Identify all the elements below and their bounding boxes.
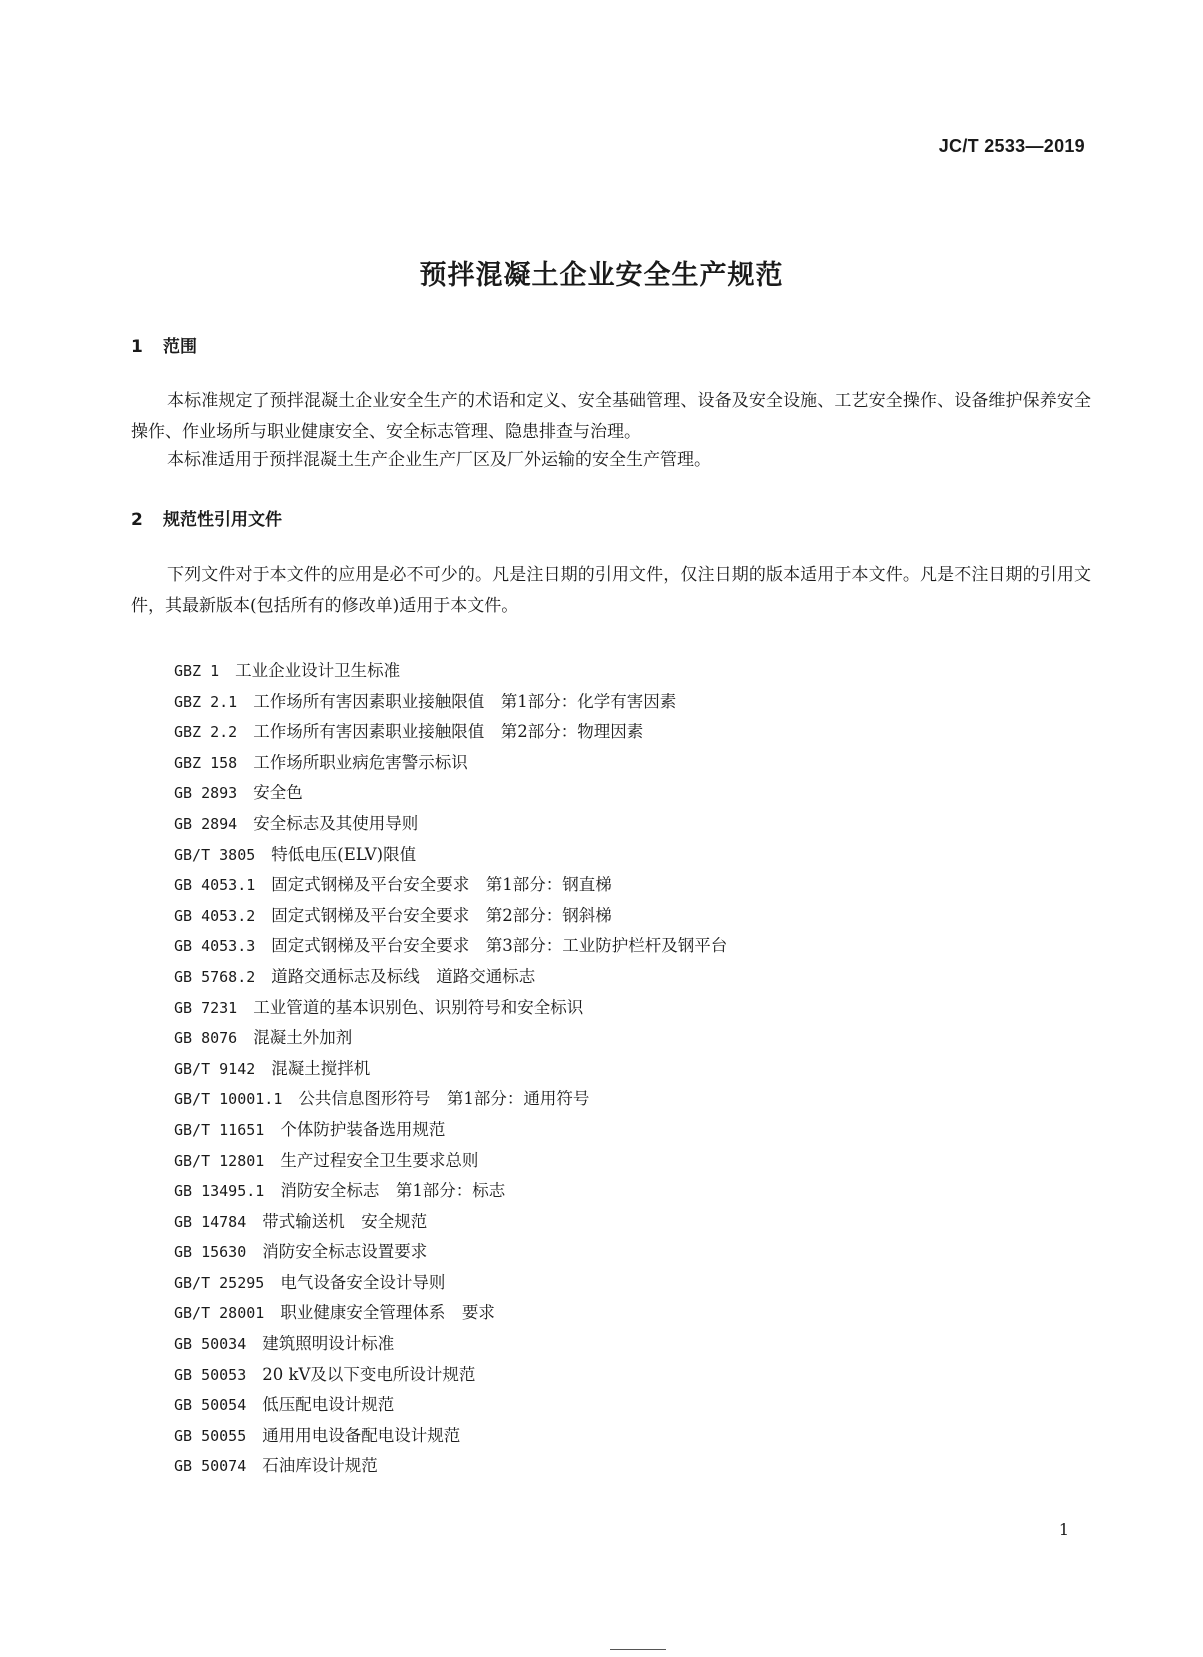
reference-code: GB 4053.1 xyxy=(174,876,256,895)
reference-item xyxy=(174,931,727,962)
section-number: 2 xyxy=(131,510,143,530)
reference-item xyxy=(174,778,727,809)
section-heading-normative-references xyxy=(131,505,282,530)
reference-code: GB 50055 xyxy=(174,1426,247,1445)
reference-item xyxy=(174,1329,727,1360)
reference-title: 混凝土外加剂 xyxy=(253,1028,353,1048)
bottom-rule xyxy=(610,1649,666,1650)
reference-code: GB/T 10001.1 xyxy=(174,1090,283,1109)
reference-code: GBZ 1 xyxy=(174,662,220,680)
reference-item xyxy=(174,993,727,1024)
scope-paragraph-2: 本标准适用于预拌混凝土生产企业生产厂区及厂外运输的安全生产管理。 xyxy=(167,450,711,470)
reference-item xyxy=(174,687,727,718)
reference-code: GB 7231 xyxy=(174,998,238,1017)
reference-code: GB 50034 xyxy=(174,1335,247,1354)
page-number: 1 xyxy=(1058,1520,1069,1539)
reference-item xyxy=(174,809,727,840)
section-heading-scope xyxy=(131,332,197,357)
reference-title: 公共信息图形符号 第1部分：通用符号 xyxy=(298,1089,590,1109)
reference-code: GB 50054 xyxy=(174,1396,247,1415)
reference-title: 安全色 xyxy=(253,783,303,803)
reference-title: 道路交通标志及标线 道路交通标志 xyxy=(271,966,536,986)
reference-code: GB 5768.2 xyxy=(174,967,256,986)
section-title: 范围 xyxy=(163,337,197,357)
reference-item xyxy=(174,1023,727,1054)
reference-item xyxy=(174,748,727,779)
reference-code: GBZ 2.2 xyxy=(174,723,238,742)
scope-paragraph-1: 本标准规定了预拌混凝土企业安全生产的术语和定义、安全基础管理、设备及安全设施、工艺安全操作、设备维护保养安全操作、作业场所与职业健康安全、安全标志管理、隐患排查与治理。 xyxy=(131,391,1091,442)
reference-title: 消防安全标志 第1部分：标志 xyxy=(280,1181,506,1201)
reference-title: 安全标志及其使用导则 xyxy=(253,813,419,833)
reference-title: 通用用电设备配电设计规范 xyxy=(262,1425,461,1445)
reference-code: GB/T 25295 xyxy=(174,1273,265,1292)
reference-code: GB/T 11651 xyxy=(174,1120,265,1139)
reference-item xyxy=(174,717,727,748)
reference-title: 工作场所职业病危害警示标识 xyxy=(253,752,468,772)
reference-title: 固定式钢梯及平台安全要求 第1部分：钢直梯 xyxy=(271,875,612,895)
reference-code: GB/T 12801 xyxy=(174,1151,265,1170)
reference-item xyxy=(174,1390,727,1421)
reference-item xyxy=(174,1146,727,1177)
reference-item xyxy=(174,870,727,901)
reference-code: GB/T 28001 xyxy=(174,1304,265,1323)
reference-title: 工作场所有害因素职业接触限值 第2部分：物理因素 xyxy=(253,722,644,742)
reference-code: GBZ 158 xyxy=(174,753,238,772)
reference-title: 固定式钢梯及平台安全要求 第3部分：工业防护栏杆及钢平台 xyxy=(271,936,728,956)
reference-item xyxy=(174,1451,727,1482)
standard-code: JC/T 2533—2019 xyxy=(938,136,1085,156)
reference-item xyxy=(174,840,727,871)
reference-item xyxy=(174,1176,727,1207)
reference-code: GB/T 9142 xyxy=(174,1059,256,1078)
reference-item xyxy=(174,1237,727,1268)
reference-item xyxy=(174,901,727,932)
section-number: 1 xyxy=(131,337,143,357)
reference-title: 个体防护装备选用规范 xyxy=(280,1119,446,1139)
reference-title: 特低电压(ELV)限值 xyxy=(271,844,417,864)
references-intro-paragraph: 下列文件对于本文件的应用是必不可少的。凡是注日期的引用文件，仅注日期的版本适用于本文件。凡是不注日期的引用文件，其最新版本(包括所有的修改单)适用于本文件。 xyxy=(131,565,1091,616)
reference-title: 低压配电设计规范 xyxy=(262,1395,395,1415)
reference-title: 工业管道的基本识别色、识别符号和安全标识 xyxy=(253,997,584,1017)
reference-item xyxy=(174,1207,727,1238)
document-title: 预拌混凝土企业安全生产规范 xyxy=(419,260,784,291)
reference-item xyxy=(174,1115,727,1146)
reference-item xyxy=(174,1360,727,1391)
reference-code: GB/T 3805 xyxy=(174,845,256,864)
reference-item xyxy=(174,1268,727,1299)
reference-title: 石油库设计规范 xyxy=(262,1456,378,1476)
reference-title: 消防安全标志设置要求 xyxy=(262,1242,428,1262)
reference-list xyxy=(174,656,727,1482)
section-title: 规范性引用文件 xyxy=(163,510,282,530)
reference-title: 带式输送机 安全规范 xyxy=(262,1211,428,1231)
reference-code: GB 13495.1 xyxy=(174,1182,265,1201)
reference-title: 工作场所有害因素职业接触限值 第1部分：化学有害因素 xyxy=(253,691,677,711)
reference-code: GBZ 2.1 xyxy=(174,692,238,711)
reference-item xyxy=(174,1421,727,1452)
reference-code: GB 4053.3 xyxy=(174,937,256,956)
reference-item xyxy=(174,1084,727,1115)
reference-title: 混凝土搅拌机 xyxy=(271,1058,371,1078)
reference-title: 电气设备安全设计导则 xyxy=(280,1272,446,1292)
reference-title: 工业企业设计卫生标准 xyxy=(235,661,401,680)
reference-code: GB 50074 xyxy=(174,1457,247,1476)
reference-item xyxy=(174,962,727,993)
reference-title: 建筑照明设计标准 xyxy=(262,1334,395,1354)
reference-item xyxy=(174,1298,727,1329)
reference-item xyxy=(174,656,727,687)
reference-code: GB 50053 xyxy=(174,1365,247,1384)
reference-title: 20 kV及以下变电所设计规范 xyxy=(262,1364,476,1384)
reference-title: 固定式钢梯及平台安全要求 第2部分：钢斜梯 xyxy=(271,905,612,925)
reference-code: GB 4053.2 xyxy=(174,906,256,925)
reference-title: 职业健康安全管理体系 要求 xyxy=(280,1303,495,1323)
reference-code: GB 14784 xyxy=(174,1212,247,1231)
reference-code: GB 15630 xyxy=(174,1243,247,1262)
reference-item xyxy=(174,1054,727,1085)
reference-code: GB 2893 xyxy=(174,784,238,803)
reference-code: GB 2894 xyxy=(174,814,238,833)
reference-title: 生产过程安全卫生要求总则 xyxy=(280,1150,479,1170)
reference-code: GB 8076 xyxy=(174,1029,238,1048)
